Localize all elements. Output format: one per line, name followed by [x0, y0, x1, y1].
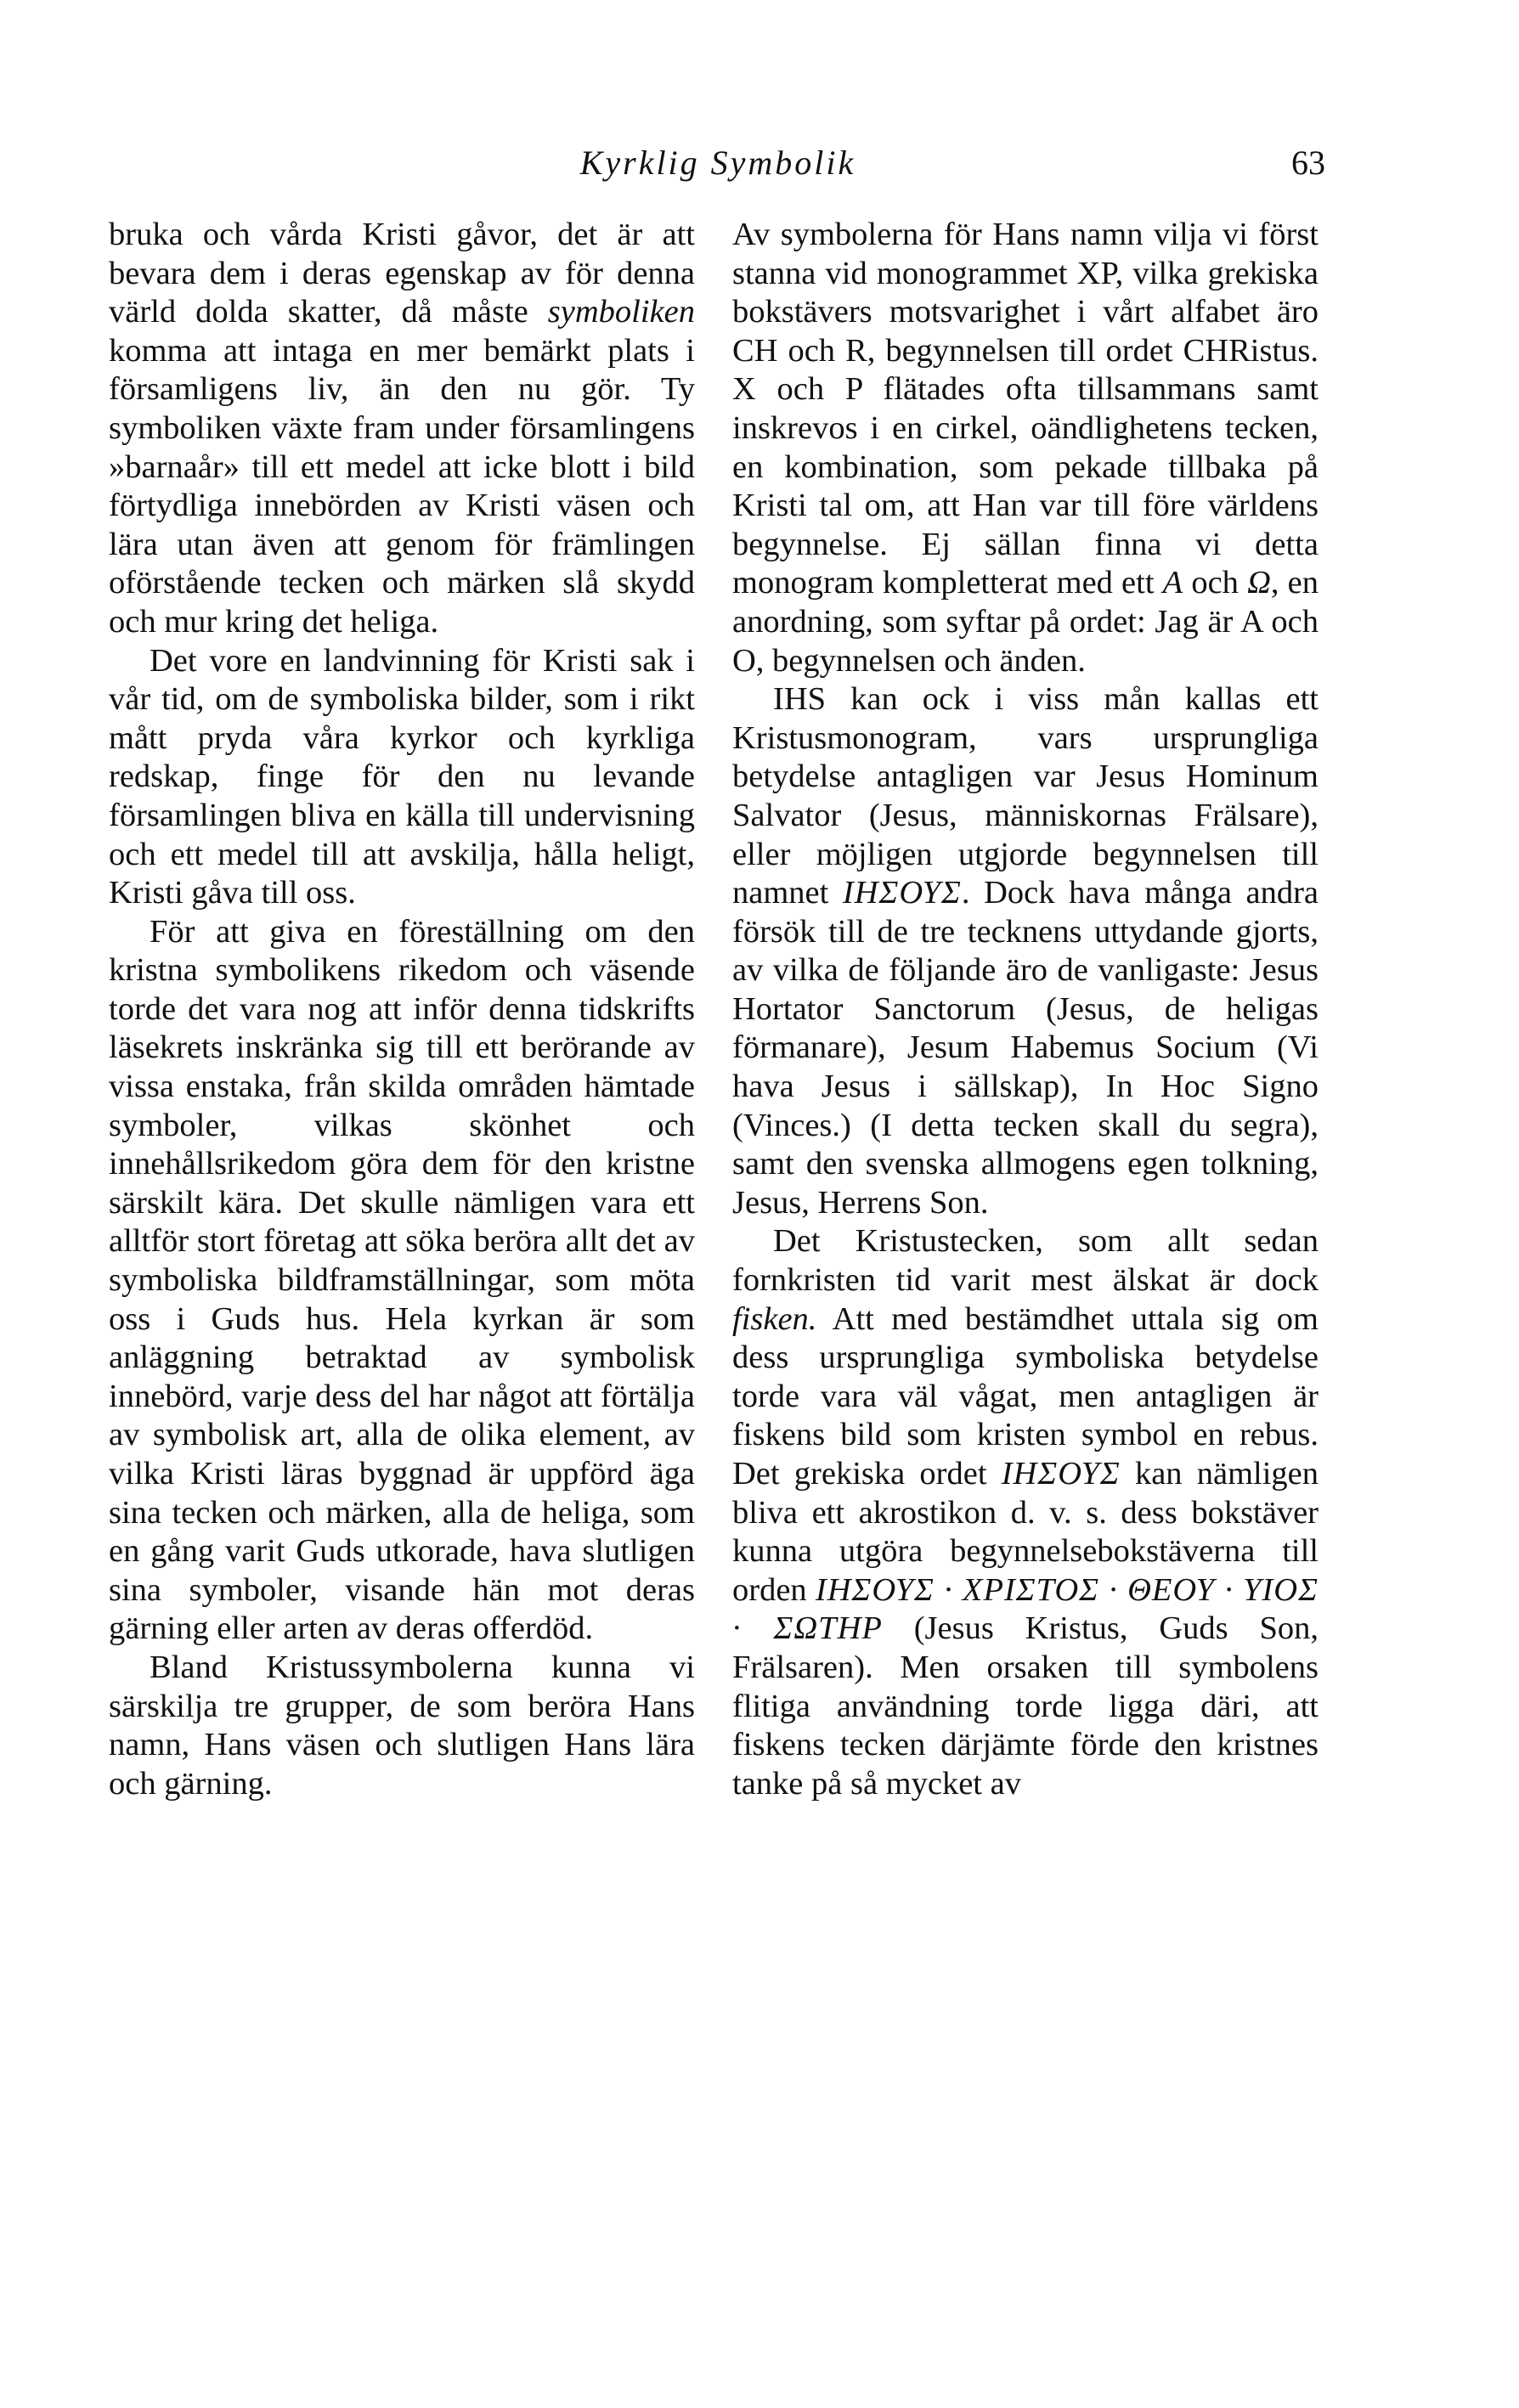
greek-acrostic: ΙΗΣΟΥΣ · ΧΡΙΣΤΟΣ · ΘΕΟΥ · ΥΙΟΣ · ΣΩΤΗΡ — [732, 1571, 1319, 1647]
right-column — [732, 216, 1319, 1803]
paragraph-monogram-xp: Av symbolerna för Hans namn vilja vi först stanna vid monogrammet XP, vilka grekiska bokstävers motsvarighet i vårt alfabet äro CH och R, begynnelsen till ordet CHRistus. X och P flätades ofta tillsammans samt inskrevos i en cirkel, oändlighetens tecken, en kombination, som pekade tillbaka på Kristi tal om, att Han var till före världens begynnelse. Ej sällan finna vi detta monogram kompletterat med ett A och Ω, en anordning, som syftar på ordet: Jag är A och O, begynnelsen och änden. — [732, 217, 1319, 679]
paragraph-kristussymbolerna: Bland Kristussymbolerna kunna vi särskilja tre grupper, de som beröra Hans namn, Hans väsen och slutligen Hans lära och gärning. — [109, 1649, 695, 1802]
alpha-symbol: A — [1162, 565, 1183, 601]
greek-word-iesous-2: ΙΗΣΟΥΣ — [1001, 1456, 1121, 1492]
greek-word-iesous: ΙΗΣΟΥΣ — [842, 875, 962, 911]
paragraph-ihs: IHS kan ock i viss mån kallas ett Kristusmonogram, vars ursprungliga betydelse antagligen var Jesus Hominum Salvator (Jesus, människornas Frälsare), eller möjligen utgjorde begynnelsen till namnet ΙΗΣΟΥΣ. Dock hava många andra försök till de tre tecknens uttydande gjorts, av vilka de följande äro de vanligaste: Jesus Hortator Sanctorum (Jesus, de heligas förmanare), Jesum Habemus Socium (Vi hava Jesus i sällskap), In Hoc Signo (Vinces.) (I detta tecken skall du segra), samt den svenska allmogens egen tolkning, Jesus, Herrens Son. — [732, 681, 1319, 1221]
page-number: 63 — [1291, 144, 1325, 182]
paragraph-continued: bruka och vårda Kristi gåvor, det är att bevara dem i deras egenskap av för denna värld dolda skatter, då måste symboliken komma att intaga en mer bemärkt plats i församligens liv, än den nu gör. Ty symboliken växte fram under församlingens »barnaår» till ett medel att icke blott i bild förtydliga innebörden av Kristi väsen och lära utan även att genom för främlingen oförstående tecken och märken slå skydd och mur kring det heliga. — [109, 217, 695, 640]
paragraph-forestallning: För att giva en föreställning om den kristna symbolikens rikedom och väsende torde det vara nog att inför denna tidskrifts läsekrets inskränka sig till ett berörande av vissa enstaka, från skilda områden hämtade symboler, vilkas skönhet och innehållsrikedom göra dem för den kristne särskilt kära. Det skulle nämligen vara ett alltför stort företag att söka beröra allt det av symboliska bildframställningar, som möta oss i Guds hus. Hela kyrkan är som anläggning betraktad av symbolisk innebörd, varje dess del har något att förtälja av symbolisk art, alla de olika element, av vilka Kristi läras byggnad är uppförd äga sina tecken och märken, alla de heliga, som en gång varit Guds utkorade, hava slutligen sina symboler, visande hän mot deras gärning eller arten av deras offerdöd. — [109, 913, 695, 1647]
omega-symbol: Ω — [1247, 565, 1271, 601]
emphasis-symboliken: symboliken — [547, 294, 695, 330]
paragraph-landvinning: Det vore en landvinning för Kristi sak i vår tid, om de symboliska bilder, som i rikt mått pryda våra kyrkor och kyrkliga redskap, finge för den nu levande församlingen bliva en källa till undervisning och ett medel till att avskilja, hålla heligt, Kristi gåva till oss. — [109, 642, 695, 911]
emphasis-fisken: fisken. — [732, 1300, 817, 1337]
running-header — [110, 143, 1325, 194]
paragraph-fisken: Det Kristustecken, som allt sedan fornkristen tid varit mest älskat är dock fisken. Att med bestämdhet uttala sig om dess ursprungliga symboliska betydelse torde vara väl vågat, men antagligen är fiskens bild som kristen symbol en rebus. Det grekiska ordet ΙΗΣΟΥΣ kan nämligen bliva ett akrostikon d. v. s. dess bokstäver kunna utgöra begynnelsebokstäverna till orden ΙΗΣΟΥΣ · ΧΡΙΣΤΟΣ · ΘΕΟΥ · ΥΙΟΣ · ΣΩΤΗΡ (Jesus Kristus, Guds Son, Frälsaren). Men orsaken till symbolens flitiga användning torde ligga däri, att fiskens tecken därjämte förde den kristnes tanke på så mycket av — [732, 1223, 1319, 1802]
running-title: Kyrklig Symbolik — [579, 144, 856, 182]
left-column — [109, 216, 695, 1803]
